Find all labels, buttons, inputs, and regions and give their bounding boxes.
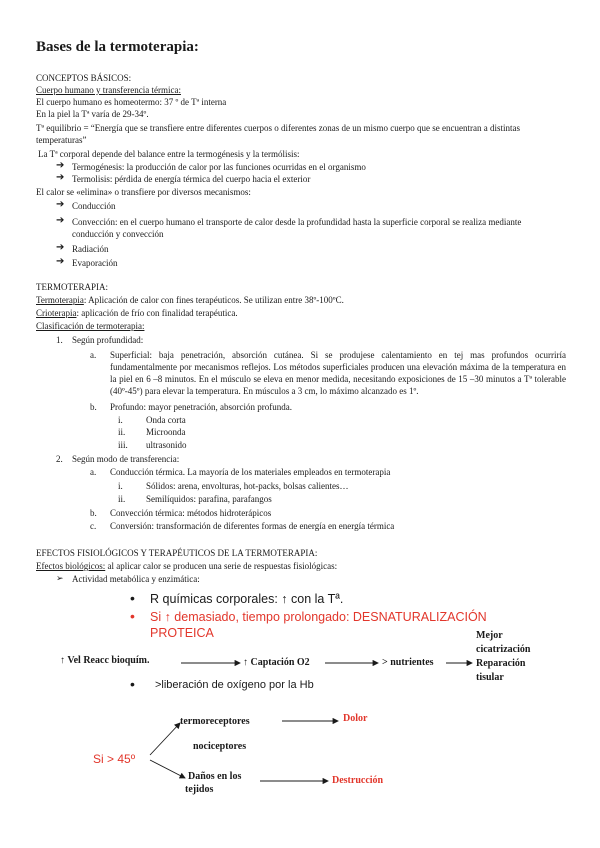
slide-bullet-text: R químicas corporales: ↑ con la Tª. [150,592,344,606]
list-item-paragraph: Superficial: baja penetración, absorción cutánea. Si se produjese calentamiento en tej mas profundos ocurriría fundamentalmente por mecanismos reflejos. Los métodos superficiales producen una elevación máxima de la temperatura en la piel en 6 –8 minutos. En el músculo se eleva en menor medida, necesitando exposiciones de 15 –30 minutos a Tª tolerable (40º-45º) para elevar la temperatura. En músculos a 3 cm, lo máximo alcanzado es 1º. [110,350,566,396]
term-label: Termoterapia [36,295,84,305]
list-item: Sólidos: arena, envolturas, hot-packs, bolsas calientes… [146,481,349,491]
flow-outcome-text: cicatrización [476,644,531,655]
arrow-bullet-icon: ➔ [56,160,65,171]
flow-outcome-text: tisular [476,672,504,683]
branch-arrow [150,723,180,755]
list-item: Conducción [72,201,116,211]
list-item: Radiación [72,244,109,254]
term-text: al aplicar calor se producen una serie de respuestas fisiológicas: [105,561,338,571]
list-item-continuation: conducción y convección [72,229,164,239]
flow-outcome-text: Mejor [476,630,503,641]
arrow-bullet-icon: ➔ [56,172,65,183]
paragraph-line: temperaturas” [36,135,87,145]
flow-node-termoreceptores: termoreceptores [180,716,250,727]
term-text: : aplicación de frío con finalidad terapéutica. [76,308,238,318]
roman-numeral: ii. [118,427,126,437]
section-heading-efectos: EFECTOS FISIOLÓGICOS Y TERAPÉUTICOS DE LA TERMOTERAPIA: [36,548,318,558]
page-title: Bases de la termoterapia: [36,39,199,55]
list-item: Evaporación [72,258,118,268]
flow-outcome-text: Reparación [476,658,526,669]
subheading-clasificacion: Clasificación de termoterapia: [36,321,145,331]
list-item: Según profundidad: [72,335,144,345]
bullet-dot-icon: • [130,676,135,692]
list-item: Termogénesis: la producción de calor por las funciones ocurridas en el organismo [72,162,366,172]
flow-outcome-dolor: Dolor [343,713,368,724]
section-heading-conceptos: CONCEPTOS BÁSICOS: [36,73,132,83]
branch-arrow [150,760,185,778]
slide-bullet-text-red: Si ↑ demasiado, tiempo prolongado: DESNATURALIZACIÓN [150,610,487,624]
list-letter: c. [90,521,97,531]
list-item: Actividad metabólica y enzimática: [72,574,200,584]
slide-bullet-text: >liberación de oxígeno por la Hb [155,679,314,691]
term-label: Efectos biológicos: [36,561,106,571]
list-item: Conducción térmica. La mayoría de los materiales empleados en termoterapia [110,467,391,477]
list-item: Termolisis: pérdida de energía térmica del cuerpo hacia el exterior [72,174,311,184]
roman-numeral: i. [118,415,123,425]
paragraph-line: En la piel la Tª varía de 29-34º. [36,109,149,119]
arrowhead-bullet-icon: ➢ [56,574,64,584]
paragraph-line: Tª equilibrio = “Energía que se transfiere entre diferentes cuerpos o diferentes zonas de un mismo cuerpo que se encuentran a distintas [36,123,520,133]
flow-node-nutrientes: > nutrientes [382,657,434,668]
list-letter: b. [90,402,97,412]
list-item: Onda corta [146,415,186,425]
arrow-bullet-icon: ➔ [56,199,65,210]
paragraph-line: El calor se «elimina» o transfiere por diversos mecanismos: [36,187,251,197]
flow-node-nociceptores: nociceptores [193,741,247,752]
list-item: Según modo de transferencia: [72,454,180,464]
term-text: : Aplicación de calor con fines terapéuticos. Se utilizan entre 38º-100ºC. [83,295,344,305]
list-number: 1. [56,335,63,345]
list-letter: b. [90,508,97,518]
flow-node-danos: tejidos [185,784,214,795]
list-item: Microonda [146,427,186,437]
slide-bullet-text-red: PROTEICA [150,626,214,640]
list-letter: a. [90,467,97,477]
list-item: Convección térmica: métodos hidroterápicos [110,508,272,518]
list-item: Conversión: transformación de diferentes formas de energía en energía térmica [110,521,395,531]
list-letter: a. [90,350,97,360]
list-item: ultrasonido [146,440,187,450]
term-label: Crioterapia [36,308,77,318]
roman-numeral: ii. [118,494,126,504]
roman-numeral: i. [118,481,123,491]
list-item: Convección: en el cuerpo humano el transporte de calor desde la profundidad hasta la superficie corporal se realiza mediante [72,217,522,227]
roman-numeral: iii. [118,440,128,450]
paragraph-line: El cuerpo humano es homeotermo: 37 º de Tª interna [36,97,227,107]
arrow-bullet-icon: ➔ [56,242,65,253]
subheading-cuerpo-humano: Cuerpo humano y transferencia térmica: [36,85,181,95]
flow-node-vel-reacc: ↑ Vel Reacc bioquím. [60,655,150,666]
flow-condition-si45: Si > 45º [93,752,136,766]
arrow-bullet-icon: ➔ [56,215,65,226]
list-item: Semilíquidos: parafina, parafangos [146,494,272,504]
flow-node-captacion: ↑ Captación O2 [243,657,310,668]
list-item: Profundo: mayor penetración, absorción profunda. [110,402,292,412]
paragraph-line: La Tª corporal depende del balance entre la termogénesis y la termólisis: [38,149,300,159]
bullet-dot-icon: • [130,590,135,606]
list-number: 2. [56,454,63,464]
section-heading-termoterapia: TERMOTERAPIA: [36,282,108,292]
flow-outcome-destruccion: Destrucción [332,775,384,786]
flow-node-danos: Daños en los [188,771,242,782]
bullet-dot-icon: • [130,608,135,624]
arrow-bullet-icon: ➔ [56,256,65,267]
